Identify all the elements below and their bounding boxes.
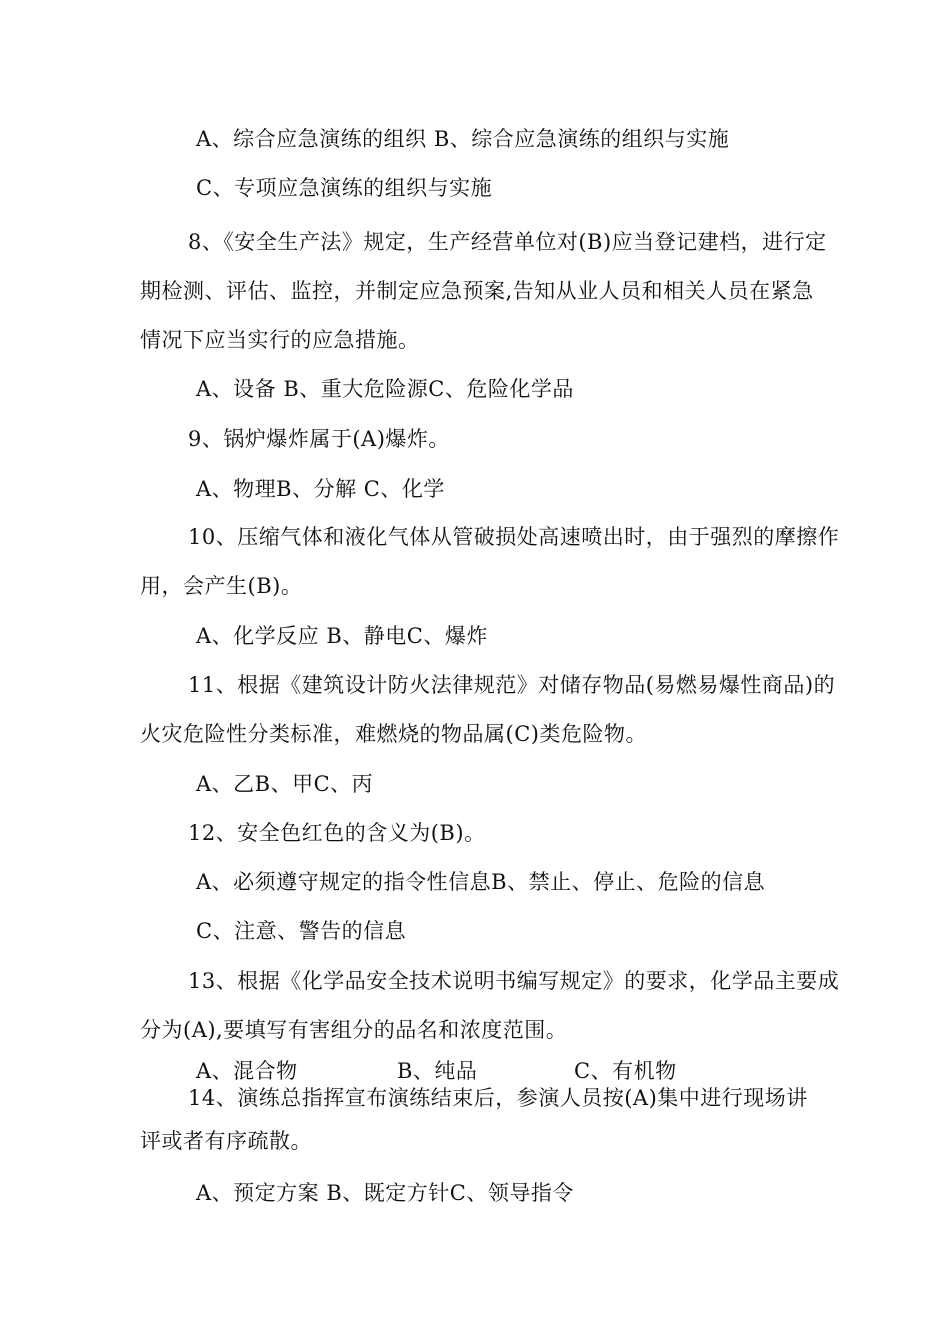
question-14-line-2: 评或者有序疏散。 (140, 1129, 312, 1153)
question-8-line-3: 情况下应当实行的应急措施。 (140, 328, 420, 352)
question-10-line-2: 用，会产生(B)。 (140, 574, 303, 598)
option-line-q7-ab: A、综合应急演练的组织 B、综合应急演练的组织与实施 (196, 127, 730, 151)
option-line-q7-c: C、专项应急演练的组织与实施 (196, 176, 493, 200)
question-14-line-1: 14、演练总指挥宣布演练结束后，参演人员按(A)集中进行现场讲 (188, 1086, 808, 1110)
option-line-q12-c: C、注意、警告的信息 (196, 919, 407, 943)
option-q13-a: A、混合物 (196, 1059, 298, 1083)
option-line-q10: A、化学反应 B、静电C、爆炸 (196, 624, 488, 648)
option-line-q12-ab: A、必须遵守规定的指令性信息B、禁止、停止、危险的信息 (196, 870, 766, 894)
question-9: 9、锅炉爆炸属于(A)爆炸。 (188, 427, 450, 451)
option-q13-c: C、有机物 (574, 1059, 677, 1083)
option-line-q13 (196, 1058, 756, 1084)
question-10-line-1: 10、压缩气体和液化气体从管破损处高速喷出时，由于强烈的摩擦作 (188, 525, 840, 549)
question-13-line-1: 13、根据《化学品安全技术说明书编写规定》的要求，化学品主要成 (188, 969, 840, 993)
option-line-q8: A、设备 B、重大危险源C、危险化学品 (196, 377, 574, 401)
option-line-q11: A、乙B、甲C、丙 (196, 772, 374, 796)
option-line-q9: A、物理B、分解 C、化学 (196, 477, 445, 501)
question-11-line-2: 火灾危险性分类标准，难燃烧的物品属(C)类危险物。 (140, 722, 647, 746)
question-13-line-2: 分为(A),要填写有害组分的品名和浓度范围。 (140, 1018, 568, 1042)
option-q13-b: B、纯品 (397, 1059, 478, 1083)
option-line-q14: A、预定方案 B、既定方针C、领导指令 (196, 1181, 574, 1205)
question-8-line-1: 8、《安全生产法》规定，生产经营单位对(B)应当登记建档，进行定 (188, 230, 827, 254)
question-11-line-1: 11、根据《建筑设计防火法律规范》对储存物品(易燃易爆性商品)的 (188, 673, 836, 697)
question-12: 12、安全色红色的含义为(B)。 (188, 821, 486, 845)
question-8-line-2: 期检测、评估、监控，并制定应急预案,告知从业人员和相关人员在紧急 (140, 279, 814, 303)
